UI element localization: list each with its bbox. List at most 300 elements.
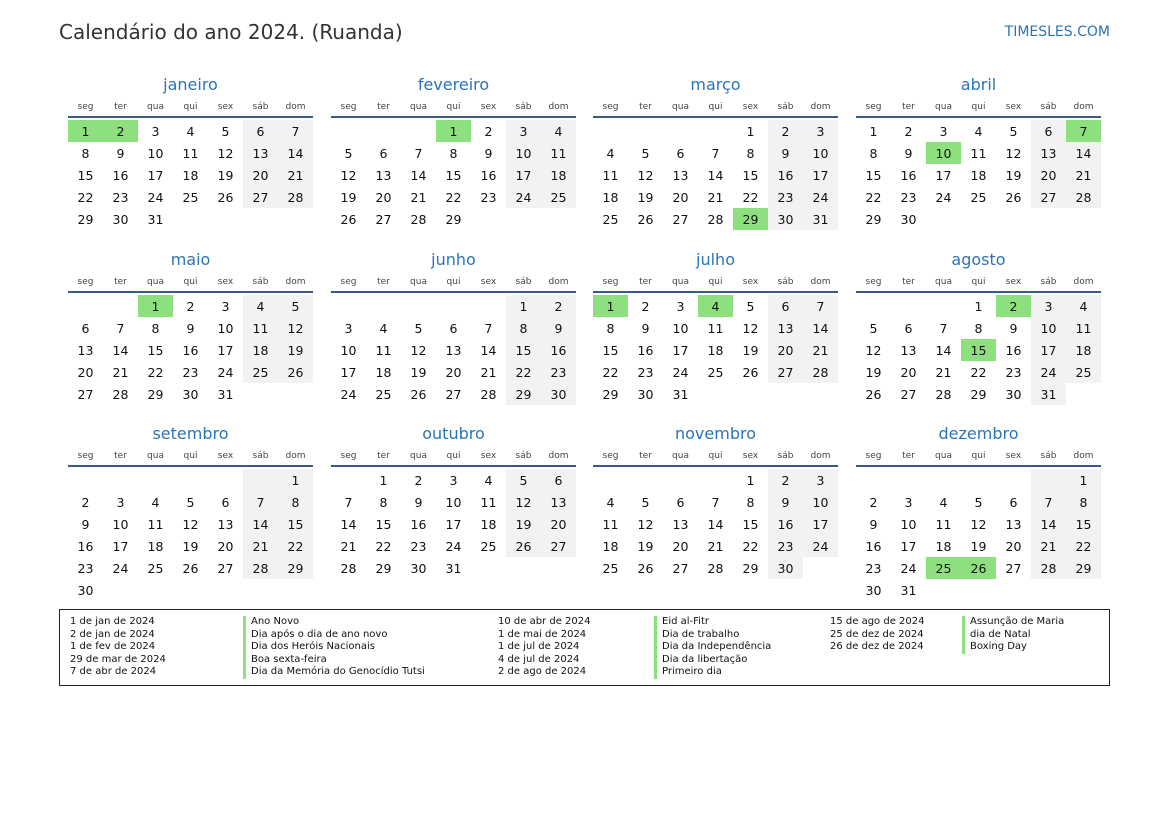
day-cell[interactable]: 3 bbox=[1031, 295, 1066, 317]
day-cell[interactable]: 29 bbox=[506, 383, 541, 405]
day-cell[interactable]: 20 bbox=[672, 538, 689, 554]
day-cell[interactable]: 8 bbox=[746, 494, 755, 510]
day-cell[interactable]: 9 bbox=[81, 516, 90, 532]
day-cell[interactable]: 24 bbox=[672, 364, 689, 380]
day-cell[interactable]: 31 bbox=[445, 560, 462, 576]
day-cell[interactable]: 14 bbox=[340, 516, 357, 532]
day-cell[interactable]: 18 bbox=[375, 364, 392, 380]
day-cell[interactable]: 13 bbox=[243, 142, 278, 164]
day-cell[interactable]: 1 bbox=[974, 298, 983, 314]
day-cell[interactable]: 16 bbox=[480, 167, 497, 183]
day-cell[interactable]: 2 bbox=[768, 469, 803, 491]
day-cell[interactable]: 9 bbox=[768, 491, 803, 513]
day-cell[interactable]: 18 bbox=[182, 167, 199, 183]
day-cell[interactable]: 11 bbox=[1066, 317, 1101, 339]
day-cell[interactable]: 26 bbox=[637, 560, 654, 576]
day-cell[interactable]: 4 bbox=[151, 494, 160, 510]
day-cell[interactable]: 6 bbox=[541, 469, 576, 491]
day-cell[interactable]: 31 bbox=[1031, 383, 1066, 405]
day-cell[interactable]: 5 bbox=[869, 320, 878, 336]
day-cell[interactable]: 21 bbox=[935, 364, 952, 380]
day-cell[interactable]: 26 bbox=[637, 211, 654, 227]
day-cell[interactable]: 20 bbox=[1005, 538, 1022, 554]
day-cell[interactable]: 11 bbox=[541, 142, 576, 164]
day-cell[interactable]: 22 bbox=[742, 538, 759, 554]
day-cell[interactable]: 11 bbox=[602, 516, 619, 532]
day-cell[interactable]: 7 bbox=[711, 494, 720, 510]
day-cell[interactable]: 21 bbox=[803, 339, 838, 361]
day-cell[interactable]: 10 bbox=[672, 320, 689, 336]
day-cell[interactable]: 23 bbox=[541, 361, 576, 383]
day-cell[interactable]: 21 bbox=[410, 189, 427, 205]
day-cell[interactable]: 6 bbox=[81, 320, 90, 336]
day-cell[interactable]: 30 bbox=[768, 208, 803, 230]
day-cell[interactable]: 20 bbox=[77, 364, 94, 380]
day-cell[interactable]: 9 bbox=[414, 494, 423, 510]
day-cell[interactable]: 25 bbox=[602, 560, 619, 576]
day-cell[interactable]: 8 bbox=[506, 317, 541, 339]
day-cell[interactable]: 4 bbox=[939, 494, 948, 510]
day-cell[interactable]: 2 bbox=[869, 494, 878, 510]
day-cell[interactable]: 9 bbox=[186, 320, 195, 336]
site-link[interactable]: TIMESLES.COM bbox=[1004, 24, 1110, 40]
day-cell[interactable]: 22 bbox=[147, 364, 164, 380]
day-cell[interactable]: 29 bbox=[970, 386, 987, 402]
day-cell[interactable]: 31 bbox=[900, 582, 917, 598]
day-cell[interactable]: 25 bbox=[480, 538, 497, 554]
day-cell[interactable]: 10 bbox=[506, 142, 541, 164]
day-cell[interactable]: 15 bbox=[1066, 513, 1101, 535]
day-cell[interactable]: 10 bbox=[803, 491, 838, 513]
day-cell[interactable]: 6 bbox=[904, 320, 913, 336]
day-cell[interactable]: 31 bbox=[672, 386, 689, 402]
day-cell[interactable]: 1 bbox=[506, 295, 541, 317]
day-cell[interactable]: 28 bbox=[803, 361, 838, 383]
day-cell[interactable]: 22 bbox=[742, 189, 759, 205]
day-cell[interactable]: 22 bbox=[1066, 535, 1101, 557]
day-cell[interactable]: 8 bbox=[449, 145, 458, 161]
day-cell[interactable]: 2 bbox=[641, 298, 650, 314]
day-cell[interactable]: 30 bbox=[77, 582, 94, 598]
day-cell[interactable]: 15 bbox=[742, 516, 759, 532]
day-cell[interactable]: 14 bbox=[803, 317, 838, 339]
day-cell[interactable]: 3 bbox=[676, 298, 685, 314]
day-cell[interactable]: 18 bbox=[1066, 339, 1101, 361]
day-cell[interactable]: 5 bbox=[641, 494, 650, 510]
day-cell[interactable]: 8 bbox=[151, 320, 160, 336]
day-cell[interactable]: 23 bbox=[768, 186, 803, 208]
day-cell[interactable]: 9 bbox=[904, 145, 913, 161]
day-cell[interactable]: 9 bbox=[541, 317, 576, 339]
day-cell[interactable]: 4 bbox=[1066, 295, 1101, 317]
holiday-day-cell[interactable]: 4 bbox=[698, 295, 733, 317]
day-cell[interactable]: 26 bbox=[410, 386, 427, 402]
day-cell[interactable]: 3 bbox=[116, 494, 125, 510]
day-cell[interactable]: 16 bbox=[410, 516, 427, 532]
day-cell[interactable]: 6 bbox=[676, 494, 685, 510]
day-cell[interactable]: 13 bbox=[375, 167, 392, 183]
day-cell[interactable]: 9 bbox=[1009, 320, 1018, 336]
day-cell[interactable]: 30 bbox=[1005, 386, 1022, 402]
day-cell[interactable]: 26 bbox=[340, 211, 357, 227]
day-cell[interactable]: 10 bbox=[1031, 317, 1066, 339]
day-cell[interactable]: 13 bbox=[672, 167, 689, 183]
day-cell[interactable]: 3 bbox=[344, 320, 353, 336]
day-cell[interactable]: 30 bbox=[182, 386, 199, 402]
holiday-day-cell[interactable]: 1 bbox=[436, 120, 471, 142]
day-cell[interactable]: 21 bbox=[243, 535, 278, 557]
day-cell[interactable]: 18 bbox=[970, 167, 987, 183]
day-cell[interactable]: 1 bbox=[869, 123, 878, 139]
day-cell[interactable]: 2 bbox=[904, 123, 913, 139]
day-cell[interactable]: 4 bbox=[974, 123, 983, 139]
day-cell[interactable]: 24 bbox=[340, 386, 357, 402]
day-cell[interactable]: 15 bbox=[278, 513, 313, 535]
day-cell[interactable]: 28 bbox=[243, 557, 278, 579]
day-cell[interactable]: 18 bbox=[602, 538, 619, 554]
day-cell[interactable]: 6 bbox=[243, 120, 278, 142]
day-cell[interactable]: 25 bbox=[602, 211, 619, 227]
day-cell[interactable]: 15 bbox=[375, 516, 392, 532]
day-cell[interactable]: 8 bbox=[81, 145, 90, 161]
day-cell[interactable]: 20 bbox=[375, 189, 392, 205]
day-cell[interactable]: 4 bbox=[186, 123, 195, 139]
day-cell[interactable]: 27 bbox=[768, 361, 803, 383]
day-cell[interactable]: 24 bbox=[1031, 361, 1066, 383]
day-cell[interactable]: 22 bbox=[278, 535, 313, 557]
day-cell[interactable]: 5 bbox=[1009, 123, 1018, 139]
day-cell[interactable]: 24 bbox=[112, 560, 129, 576]
day-cell[interactable]: 10 bbox=[803, 142, 838, 164]
day-cell[interactable]: 10 bbox=[147, 145, 164, 161]
day-cell[interactable]: 22 bbox=[970, 364, 987, 380]
day-cell[interactable]: 21 bbox=[340, 538, 357, 554]
day-cell[interactable]: 14 bbox=[1066, 142, 1101, 164]
day-cell[interactable]: 4 bbox=[541, 120, 576, 142]
day-cell[interactable]: 29 bbox=[865, 211, 882, 227]
day-cell[interactable]: 20 bbox=[217, 538, 234, 554]
day-cell[interactable]: 20 bbox=[445, 364, 462, 380]
day-cell[interactable]: 30 bbox=[900, 211, 917, 227]
day-cell[interactable]: 4 bbox=[243, 295, 278, 317]
day-cell[interactable]: 6 bbox=[221, 494, 230, 510]
day-cell[interactable]: 1 bbox=[1066, 469, 1101, 491]
day-cell[interactable]: 28 bbox=[707, 560, 724, 576]
day-cell[interactable]: 9 bbox=[869, 516, 878, 532]
day-cell[interactable]: 27 bbox=[1031, 186, 1066, 208]
day-cell[interactable]: 12 bbox=[742, 320, 759, 336]
day-cell[interactable]: 4 bbox=[484, 472, 493, 488]
day-cell[interactable]: 13 bbox=[445, 342, 462, 358]
day-cell[interactable]: 30 bbox=[637, 386, 654, 402]
day-cell[interactable]: 11 bbox=[480, 494, 497, 510]
day-cell[interactable]: 23 bbox=[480, 189, 497, 205]
day-cell[interactable]: 23 bbox=[768, 535, 803, 557]
day-cell[interactable]: 25 bbox=[182, 189, 199, 205]
day-cell[interactable]: 5 bbox=[278, 295, 313, 317]
day-cell[interactable]: 27 bbox=[900, 386, 917, 402]
day-cell[interactable]: 8 bbox=[606, 320, 615, 336]
day-cell[interactable]: 20 bbox=[541, 513, 576, 535]
day-cell[interactable]: 30 bbox=[410, 560, 427, 576]
day-cell[interactable]: 13 bbox=[1005, 516, 1022, 532]
day-cell[interactable]: 16 bbox=[541, 339, 576, 361]
day-cell[interactable]: 15 bbox=[742, 167, 759, 183]
day-cell[interactable]: 21 bbox=[1066, 164, 1101, 186]
day-cell[interactable]: 30 bbox=[541, 383, 576, 405]
day-cell[interactable]: 21 bbox=[112, 364, 129, 380]
day-cell[interactable]: 28 bbox=[410, 211, 427, 227]
day-cell[interactable]: 19 bbox=[278, 339, 313, 361]
day-cell[interactable]: 10 bbox=[445, 494, 462, 510]
day-cell[interactable]: 6 bbox=[379, 145, 388, 161]
day-cell[interactable]: 16 bbox=[182, 342, 199, 358]
day-cell[interactable]: 4 bbox=[379, 320, 388, 336]
day-cell[interactable]: 12 bbox=[506, 491, 541, 513]
day-cell[interactable]: 27 bbox=[445, 386, 462, 402]
day-cell[interactable]: 16 bbox=[77, 538, 94, 554]
day-cell[interactable]: 23 bbox=[77, 560, 94, 576]
day-cell[interactable]: 8 bbox=[869, 145, 878, 161]
day-cell[interactable]: 26 bbox=[278, 361, 313, 383]
day-cell[interactable]: 17 bbox=[1031, 339, 1066, 361]
day-cell[interactable]: 16 bbox=[768, 513, 803, 535]
day-cell[interactable]: 8 bbox=[1066, 491, 1101, 513]
day-cell[interactable]: 23 bbox=[900, 189, 917, 205]
day-cell[interactable]: 12 bbox=[637, 516, 654, 532]
day-cell[interactable]: 2 bbox=[541, 295, 576, 317]
day-cell[interactable]: 28 bbox=[480, 386, 497, 402]
day-cell[interactable]: 3 bbox=[803, 469, 838, 491]
day-cell[interactable]: 23 bbox=[1005, 364, 1022, 380]
holiday-day-cell[interactable]: 2 bbox=[103, 120, 138, 142]
day-cell[interactable]: 1 bbox=[278, 469, 313, 491]
day-cell[interactable]: 17 bbox=[445, 516, 462, 532]
day-cell[interactable]: 19 bbox=[410, 364, 427, 380]
day-cell[interactable]: 22 bbox=[506, 361, 541, 383]
day-cell[interactable]: 26 bbox=[1005, 189, 1022, 205]
day-cell[interactable]: 27 bbox=[77, 386, 94, 402]
day-cell[interactable]: 24 bbox=[147, 189, 164, 205]
day-cell[interactable]: 29 bbox=[602, 386, 619, 402]
day-cell[interactable]: 21 bbox=[1031, 535, 1066, 557]
day-cell[interactable]: 3 bbox=[449, 472, 458, 488]
day-cell[interactable]: 5 bbox=[746, 298, 755, 314]
day-cell[interactable]: 12 bbox=[865, 342, 882, 358]
day-cell[interactable]: 22 bbox=[77, 189, 94, 205]
day-cell[interactable]: 18 bbox=[602, 189, 619, 205]
day-cell[interactable]: 13 bbox=[900, 342, 917, 358]
day-cell[interactable]: 25 bbox=[707, 364, 724, 380]
day-cell[interactable]: 17 bbox=[217, 342, 234, 358]
day-cell[interactable]: 31 bbox=[217, 386, 234, 402]
day-cell[interactable]: 25 bbox=[147, 560, 164, 576]
day-cell[interactable]: 9 bbox=[768, 142, 803, 164]
day-cell[interactable]: 16 bbox=[112, 167, 129, 183]
day-cell[interactable]: 14 bbox=[410, 167, 427, 183]
day-cell[interactable]: 19 bbox=[970, 538, 987, 554]
day-cell[interactable]: 18 bbox=[541, 164, 576, 186]
day-cell[interactable]: 27 bbox=[672, 560, 689, 576]
holiday-day-cell[interactable]: 29 bbox=[733, 208, 768, 230]
day-cell[interactable]: 17 bbox=[803, 164, 838, 186]
day-cell[interactable]: 27 bbox=[541, 535, 576, 557]
day-cell[interactable]: 29 bbox=[375, 560, 392, 576]
day-cell[interactable]: 15 bbox=[506, 339, 541, 361]
day-cell[interactable]: 25 bbox=[1066, 361, 1101, 383]
day-cell[interactable]: 24 bbox=[803, 186, 838, 208]
day-cell[interactable]: 15 bbox=[602, 342, 619, 358]
day-cell[interactable]: 11 bbox=[243, 317, 278, 339]
day-cell[interactable]: 29 bbox=[147, 386, 164, 402]
holiday-day-cell[interactable]: 2 bbox=[996, 295, 1031, 317]
day-cell[interactable]: 24 bbox=[803, 535, 838, 557]
day-cell[interactable]: 2 bbox=[768, 120, 803, 142]
holiday-day-cell[interactable]: 1 bbox=[593, 295, 628, 317]
day-cell[interactable]: 27 bbox=[217, 560, 234, 576]
day-cell[interactable]: 19 bbox=[1005, 167, 1022, 183]
day-cell[interactable]: 2 bbox=[186, 298, 195, 314]
day-cell[interactable]: 27 bbox=[243, 186, 278, 208]
day-cell[interactable]: 26 bbox=[865, 386, 882, 402]
day-cell[interactable]: 15 bbox=[147, 342, 164, 358]
holiday-day-cell[interactable]: 15 bbox=[961, 339, 996, 361]
day-cell[interactable]: 20 bbox=[900, 364, 917, 380]
day-cell[interactable]: 17 bbox=[672, 342, 689, 358]
holiday-day-cell[interactable]: 25 bbox=[926, 557, 961, 579]
holiday-day-cell[interactable]: 10 bbox=[926, 142, 961, 164]
day-cell[interactable]: 28 bbox=[935, 386, 952, 402]
holiday-day-cell[interactable]: 1 bbox=[138, 295, 173, 317]
day-cell[interactable]: 19 bbox=[865, 364, 882, 380]
day-cell[interactable]: 10 bbox=[217, 320, 234, 336]
day-cell[interactable]: 8 bbox=[379, 494, 388, 510]
day-cell[interactable]: 2 bbox=[81, 494, 90, 510]
day-cell[interactable]: 29 bbox=[278, 557, 313, 579]
day-cell[interactable]: 23 bbox=[637, 364, 654, 380]
day-cell[interactable]: 17 bbox=[112, 538, 129, 554]
day-cell[interactable]: 2 bbox=[414, 472, 423, 488]
day-cell[interactable]: 13 bbox=[672, 516, 689, 532]
day-cell[interactable]: 30 bbox=[768, 557, 803, 579]
day-cell[interactable]: 17 bbox=[506, 164, 541, 186]
day-cell[interactable]: 10 bbox=[112, 516, 129, 532]
day-cell[interactable]: 10 bbox=[340, 342, 357, 358]
day-cell[interactable]: 24 bbox=[217, 364, 234, 380]
day-cell[interactable]: 31 bbox=[803, 208, 838, 230]
day-cell[interactable]: 21 bbox=[707, 538, 724, 554]
day-cell[interactable]: 20 bbox=[672, 189, 689, 205]
day-cell[interactable]: 29 bbox=[445, 211, 462, 227]
day-cell[interactable]: 14 bbox=[243, 513, 278, 535]
day-cell[interactable]: 5 bbox=[641, 145, 650, 161]
day-cell[interactable]: 14 bbox=[935, 342, 952, 358]
day-cell[interactable]: 9 bbox=[641, 320, 650, 336]
day-cell[interactable]: 17 bbox=[147, 167, 164, 183]
day-cell[interactable]: 24 bbox=[445, 538, 462, 554]
day-cell[interactable]: 19 bbox=[637, 538, 654, 554]
day-cell[interactable]: 23 bbox=[182, 364, 199, 380]
day-cell[interactable]: 6 bbox=[1031, 120, 1066, 142]
day-cell[interactable]: 5 bbox=[344, 145, 353, 161]
day-cell[interactable]: 20 bbox=[768, 339, 803, 361]
day-cell[interactable]: 19 bbox=[340, 189, 357, 205]
day-cell[interactable]: 3 bbox=[904, 494, 913, 510]
day-cell[interactable]: 16 bbox=[865, 538, 882, 554]
day-cell[interactable]: 5 bbox=[186, 494, 195, 510]
day-cell[interactable]: 11 bbox=[602, 167, 619, 183]
day-cell[interactable]: 1 bbox=[379, 472, 388, 488]
day-cell[interactable]: 12 bbox=[1005, 145, 1022, 161]
day-cell[interactable]: 3 bbox=[803, 120, 838, 142]
day-cell[interactable]: 24 bbox=[935, 189, 952, 205]
day-cell[interactable]: 28 bbox=[707, 211, 724, 227]
day-cell[interactable]: 30 bbox=[112, 211, 129, 227]
day-cell[interactable]: 22 bbox=[602, 364, 619, 380]
day-cell[interactable]: 14 bbox=[707, 516, 724, 532]
day-cell[interactable]: 14 bbox=[1031, 513, 1066, 535]
day-cell[interactable]: 13 bbox=[217, 516, 234, 532]
day-cell[interactable]: 19 bbox=[217, 167, 234, 183]
day-cell[interactable]: 29 bbox=[77, 211, 94, 227]
day-cell[interactable]: 7 bbox=[414, 145, 423, 161]
day-cell[interactable]: 24 bbox=[900, 560, 917, 576]
day-cell[interactable]: 5 bbox=[414, 320, 423, 336]
day-cell[interactable]: 1 bbox=[746, 472, 755, 488]
day-cell[interactable]: 18 bbox=[480, 516, 497, 532]
day-cell[interactable]: 12 bbox=[217, 145, 234, 161]
day-cell[interactable]: 19 bbox=[506, 513, 541, 535]
day-cell[interactable]: 20 bbox=[1031, 164, 1066, 186]
day-cell[interactable]: 3 bbox=[939, 123, 948, 139]
day-cell[interactable]: 1 bbox=[746, 123, 755, 139]
day-cell[interactable]: 27 bbox=[375, 211, 392, 227]
day-cell[interactable]: 28 bbox=[112, 386, 129, 402]
day-cell[interactable]: 6 bbox=[449, 320, 458, 336]
day-cell[interactable]: 20 bbox=[243, 164, 278, 186]
day-cell[interactable]: 27 bbox=[672, 211, 689, 227]
day-cell[interactable]: 28 bbox=[278, 186, 313, 208]
day-cell[interactable]: 16 bbox=[1005, 342, 1022, 358]
day-cell[interactable]: 4 bbox=[606, 494, 615, 510]
day-cell[interactable]: 15 bbox=[77, 167, 94, 183]
day-cell[interactable]: 26 bbox=[742, 364, 759, 380]
day-cell[interactable]: 18 bbox=[707, 342, 724, 358]
holiday-day-cell[interactable]: 7 bbox=[1066, 120, 1101, 142]
day-cell[interactable]: 14 bbox=[112, 342, 129, 358]
day-cell[interactable]: 5 bbox=[974, 494, 983, 510]
day-cell[interactable]: 31 bbox=[147, 211, 164, 227]
day-cell[interactable]: 25 bbox=[243, 361, 278, 383]
day-cell[interactable]: 8 bbox=[974, 320, 983, 336]
day-cell[interactable]: 11 bbox=[147, 516, 164, 532]
day-cell[interactable]: 21 bbox=[707, 189, 724, 205]
day-cell[interactable]: 8 bbox=[746, 145, 755, 161]
day-cell[interactable]: 11 bbox=[935, 516, 952, 532]
day-cell[interactable]: 21 bbox=[480, 364, 497, 380]
day-cell[interactable]: 7 bbox=[344, 494, 353, 510]
day-cell[interactable]: 19 bbox=[182, 538, 199, 554]
day-cell[interactable]: 17 bbox=[340, 364, 357, 380]
day-cell[interactable]: 10 bbox=[900, 516, 917, 532]
day-cell[interactable]: 17 bbox=[900, 538, 917, 554]
day-cell[interactable]: 4 bbox=[606, 145, 615, 161]
day-cell[interactable]: 30 bbox=[865, 582, 882, 598]
day-cell[interactable]: 5 bbox=[506, 469, 541, 491]
day-cell[interactable]: 28 bbox=[1031, 557, 1066, 579]
day-cell[interactable]: 11 bbox=[970, 145, 987, 161]
day-cell[interactable]: 8 bbox=[278, 491, 313, 513]
